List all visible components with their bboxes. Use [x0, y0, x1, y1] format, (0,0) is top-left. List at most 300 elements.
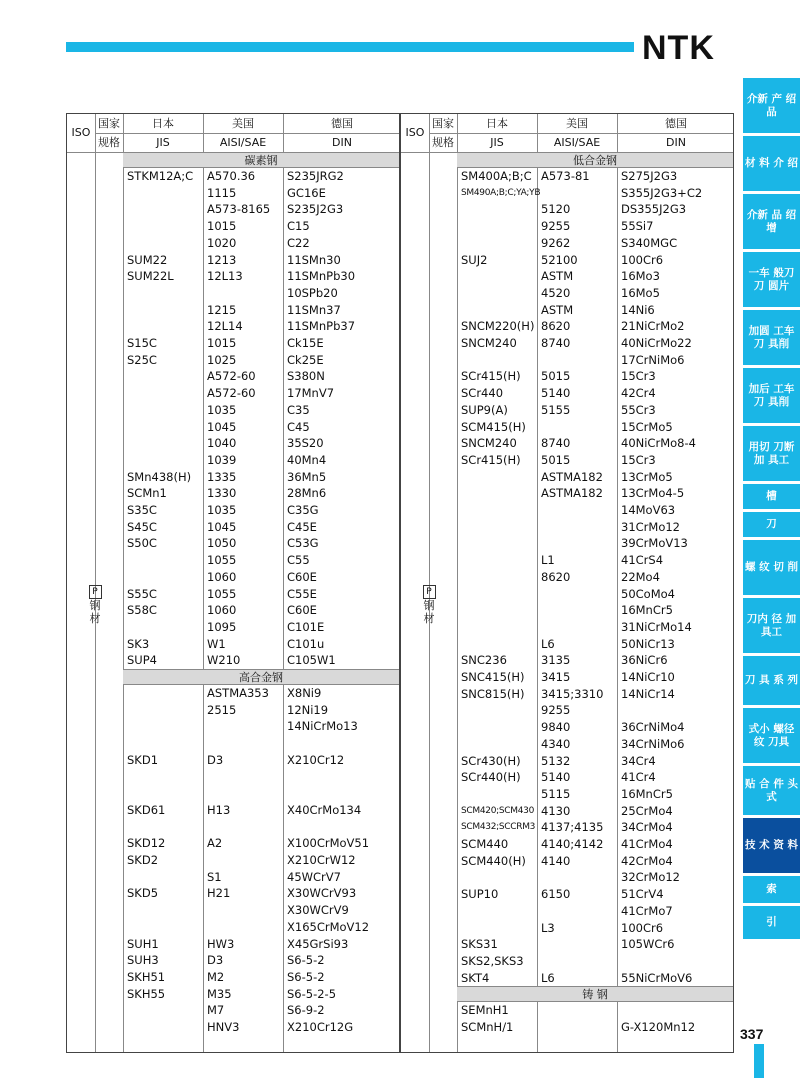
table-row — [401, 352, 733, 369]
aisi-value: M2 — [207, 969, 225, 984]
table-row — [401, 469, 733, 486]
jis-value: SKH55 — [127, 986, 166, 1001]
side-tab[interactable]: 用切 刀断 加 具工 — [743, 426, 800, 481]
table-row — [401, 836, 733, 853]
aisi-value: A572-60 — [207, 386, 256, 401]
aisi-value: A572-60 — [207, 369, 256, 384]
aisi-value: 4340 — [541, 736, 571, 751]
table-row — [401, 936, 733, 953]
aisi-value: 5120 — [541, 202, 571, 217]
table-row — [401, 702, 733, 719]
iso-label-text: 钢 — [89, 599, 101, 612]
jis-value: SKS31 — [461, 937, 498, 952]
table-row — [401, 569, 733, 586]
side-tab[interactable]: 刀内 径 加 具工 — [743, 598, 800, 653]
din-value: C53G — [287, 536, 319, 551]
aisi-value: ASTMA182 — [541, 469, 603, 484]
din-value: 42CrMo4 — [621, 853, 673, 868]
din-header: DIN — [666, 136, 686, 149]
table-row — [67, 252, 399, 269]
jis-value: SCr430(H) — [461, 753, 521, 768]
din-value: 13CrMo5 — [621, 469, 673, 484]
aisi-value: 1025 — [207, 352, 237, 367]
aisi-value: 1040 — [207, 436, 237, 451]
din-value: C45E — [287, 519, 317, 534]
table-row — [401, 903, 733, 920]
aisi-value: 4130 — [541, 803, 571, 818]
jis-value: SKD2 — [127, 853, 159, 867]
jis-value: SNCM240 — [461, 436, 517, 451]
din-value: 16Mo5 — [621, 285, 660, 300]
jis-value: SKD5 — [127, 886, 159, 901]
din-value: 39CrMoV13 — [621, 536, 688, 551]
side-tab[interactable]: 一车 般刀 刀 圆片 — [743, 252, 800, 307]
jis-value: SNC236 — [461, 653, 507, 668]
aisi-header: AISI/SAE — [553, 136, 601, 149]
jis-value: SEMnH1 — [461, 1003, 509, 1018]
side-tab[interactable]: 刀 具 系 列 — [743, 656, 800, 705]
din-value: X210CrW12 — [287, 853, 356, 867]
jis-value: SCM440 — [461, 837, 509, 851]
jis-value: S25C — [127, 352, 157, 367]
aisi-value: 1020 — [207, 235, 237, 250]
table-row — [67, 352, 399, 369]
din-value: C35 — [287, 402, 310, 417]
iso-p-symbol: P — [89, 585, 102, 599]
jis-value: SNCM220(H) — [461, 319, 535, 334]
table-row — [401, 586, 733, 603]
jis-value: SCr415(H) — [461, 369, 521, 384]
din-value: 55Cr3 — [621, 402, 656, 417]
table-row — [67, 636, 399, 653]
table-row — [401, 602, 733, 619]
din-value: S235JRG2 — [287, 169, 344, 183]
spec-header: 规格 — [98, 136, 120, 149]
usa-header: 美国 — [566, 117, 588, 130]
table-row — [67, 885, 399, 902]
aisi-value: 1015 — [207, 219, 237, 234]
aisi-value: 1039 — [207, 452, 237, 467]
table-row — [67, 902, 399, 919]
din-value: 45WCrV7 — [287, 869, 341, 884]
aisi-value: 2515 — [207, 702, 237, 717]
aisi-value: 1213 — [207, 252, 237, 267]
din-value: 11SMnPb37 — [287, 319, 356, 334]
din-value: 13CrMo4-5 — [621, 486, 685, 501]
din-value: 31CrMo12 — [621, 519, 680, 534]
din-value: X40CrMo134 — [287, 802, 362, 817]
din-value: 41CrMo4 — [621, 837, 673, 851]
din-value: X30WCrV9 — [287, 903, 349, 918]
aisi-value: 3415 — [541, 670, 571, 684]
din-value: 11SMn37 — [287, 302, 341, 317]
jis-value: SKS2,SKS3 — [461, 953, 524, 968]
side-tab[interactable]: 式小 螺径 纹 刀具 — [743, 708, 800, 763]
din-value: 55Si7 — [621, 219, 654, 234]
din-value: G-X120Mn12 — [621, 1020, 696, 1034]
jis-value: SUH1 — [127, 936, 159, 951]
aisi-value: ASTMA182 — [541, 486, 603, 501]
din-value: S380N — [287, 369, 325, 384]
aisi-value: 4140;4142 — [541, 837, 604, 851]
aisi-value: 8740 — [541, 336, 571, 350]
table-row — [67, 769, 399, 786]
aisi-value: 1060 — [207, 603, 237, 618]
side-tab[interactable]: 材 料 介 绍 — [743, 136, 800, 191]
table-row — [67, 602, 399, 619]
table-row — [67, 235, 399, 252]
side-tab[interactable]: 索 — [743, 876, 800, 903]
table-row — [67, 785, 399, 802]
section-title: 铸 钢 — [457, 986, 733, 1002]
aisi-value: 8620 — [541, 319, 571, 334]
jis-header: JIS — [490, 136, 504, 149]
table-row — [401, 736, 733, 753]
table-row — [67, 419, 399, 436]
aisi-value: ASTM — [541, 302, 574, 317]
table-row — [67, 619, 399, 636]
aisi-value: 5140 — [541, 386, 571, 401]
din-value: S6-5-2 — [287, 953, 325, 968]
aisi-value: 5140 — [541, 770, 571, 785]
table-row — [401, 168, 733, 185]
aisi-value: M7 — [207, 1003, 225, 1018]
jis-value: SCM415(H) — [461, 419, 526, 434]
table-row — [401, 753, 733, 770]
din-value: 16Mo3 — [621, 269, 660, 284]
din-value: 14MoV63 — [621, 503, 676, 517]
aisi-value: A573-8165 — [207, 202, 271, 217]
din-value: 100Cr6 — [621, 252, 664, 267]
din-value: 100Cr6 — [621, 920, 664, 935]
table-row — [67, 702, 399, 719]
aisi-value: L1 — [541, 553, 555, 568]
jis-value: SM490A;B;C;YA;YB — [461, 187, 541, 198]
side-tab[interactable]: 槽 — [743, 484, 800, 509]
din-value: X8Ni9 — [287, 686, 322, 700]
table-row — [67, 402, 399, 419]
jis-value: SUH3 — [127, 953, 159, 968]
jis-value: SCr415(H) — [461, 452, 521, 467]
jis-value: SK3 — [127, 636, 150, 651]
din-value: X100CrMoV51 — [287, 836, 370, 851]
aisi-value: 3135 — [541, 653, 571, 668]
aisi-value: 1015 — [207, 336, 237, 350]
table-row — [401, 669, 733, 686]
table-row — [67, 201, 399, 218]
jis-value: S55C — [127, 586, 157, 601]
din-value: C55 — [287, 553, 310, 568]
aisi-value: 4140 — [541, 853, 571, 868]
jis-value: SUP10 — [461, 887, 499, 902]
table-row — [67, 385, 399, 402]
spec-header: 规格 — [432, 136, 454, 149]
aisi-value: 1035 — [207, 402, 237, 417]
table-row — [67, 185, 399, 202]
aisi-value: A570.36 — [207, 169, 256, 183]
aisi-value: 5015 — [541, 452, 571, 467]
aisi-value: 1045 — [207, 419, 237, 434]
side-tab[interactable]: 加后 工车 刀 具削 — [743, 368, 800, 423]
jis-value: SKD1 — [127, 752, 159, 767]
jis-value: STKM12A;C — [127, 169, 194, 183]
jis-value: S15C — [127, 336, 157, 350]
table-row — [67, 452, 399, 469]
din-value: 21NiCrMo2 — [621, 319, 685, 334]
din-value: 42Cr4 — [621, 386, 656, 401]
din-value: GC16E — [287, 185, 326, 200]
table-row — [67, 852, 399, 869]
japan-header: 日本 — [152, 117, 174, 130]
din-value: C60E — [287, 603, 317, 618]
aisi-value: S1 — [207, 869, 222, 884]
aisi-value: L3 — [541, 920, 555, 935]
aisi-value: 6150 — [541, 887, 571, 902]
aisi-value: 1115 — [207, 185, 237, 200]
table-row — [401, 552, 733, 569]
iso-label-text: 材 — [423, 612, 435, 625]
din-value: 40Mn4 — [287, 452, 327, 467]
aisi-value: 5015 — [541, 369, 571, 384]
table-row — [401, 619, 733, 636]
iso-header: ISO — [405, 126, 425, 139]
din-value: C55E — [287, 586, 317, 601]
jis-value: SKT4 — [461, 970, 490, 985]
din-value: C101u — [287, 636, 325, 651]
table-row — [67, 368, 399, 385]
din-value: X30WCrV93 — [287, 886, 357, 901]
din-value: C45 — [287, 419, 310, 434]
table-row — [401, 786, 733, 803]
jis-value: SKD61 — [127, 802, 166, 817]
side-tab[interactable]: 加圆 工车 刀 具削 — [743, 310, 800, 365]
table-row — [67, 502, 399, 519]
side-tab[interactable]: 技 术 资 料 — [743, 818, 800, 873]
aisi-value: 9840 — [541, 720, 571, 735]
jis-header: JIS — [156, 136, 170, 149]
aisi-value: 5132 — [541, 753, 571, 768]
jis-value: SNC815(H) — [461, 686, 525, 701]
aisi-value: D3 — [207, 752, 224, 767]
din-value: 51CrV4 — [621, 887, 664, 902]
din-value: 31NiCrMo14 — [621, 619, 692, 634]
din-value: Ck15E — [287, 336, 324, 350]
table-row — [67, 752, 399, 769]
din-value: 41CrS4 — [621, 553, 664, 568]
aisi-value: 1330 — [207, 486, 237, 501]
iso-label-text: 材 — [89, 612, 101, 625]
table-row — [401, 402, 733, 419]
aisi-value: 9262 — [541, 235, 571, 250]
table-row — [401, 686, 733, 703]
din-value: 10SPb20 — [287, 285, 338, 300]
table-row — [67, 435, 399, 452]
table-row — [67, 1002, 399, 1019]
aisi-value: 5115 — [541, 786, 571, 801]
aisi-value: 5155 — [541, 402, 571, 417]
germany-header: 德国 — [665, 117, 687, 130]
aisi-value: 1335 — [207, 469, 237, 484]
side-tab[interactable]: 介新 品 绍增 — [743, 194, 800, 249]
aisi-value: 1035 — [207, 503, 237, 517]
table-row — [67, 919, 399, 936]
side-tab[interactable]: 介新 产 绍品 — [743, 78, 800, 133]
table-row — [67, 586, 399, 603]
din-value: 34CrMo4 — [621, 820, 673, 835]
side-tab[interactable]: 引 — [743, 906, 800, 939]
country-header: 国家 — [98, 117, 120, 130]
table-row — [401, 419, 733, 436]
table-row — [401, 268, 733, 285]
jis-value: SCM432;SCCRM3 — [461, 822, 536, 833]
table-row — [67, 718, 399, 735]
table-row — [401, 502, 733, 519]
table-row — [401, 235, 733, 252]
table-row — [401, 1019, 733, 1036]
din-value: 16MnCr5 — [621, 603, 673, 618]
din-value: 12Ni19 — [287, 702, 329, 717]
din-value: 15Cr3 — [621, 369, 656, 384]
jis-value: SKD12 — [127, 836, 166, 851]
aisi-value: 1060 — [207, 569, 237, 584]
steel-table-right — [400, 113, 734, 1053]
table-row — [401, 252, 733, 269]
aisi-value: L6 — [541, 970, 555, 985]
table-row — [401, 819, 733, 836]
table-row — [67, 986, 399, 1003]
jis-value: SUJ2 — [461, 252, 488, 267]
aisi-value: M35 — [207, 986, 232, 1001]
din-value: 41CrMo7 — [621, 903, 673, 918]
aisi-value: W1 — [207, 636, 226, 651]
aisi-value: 1215 — [207, 302, 237, 317]
din-value: C101E — [287, 619, 325, 634]
aisi-value: 1095 — [207, 619, 237, 634]
table-row — [67, 869, 399, 886]
din-value: 25CrMo4 — [621, 803, 673, 818]
jis-value: SCM440(H) — [461, 853, 526, 868]
din-value: C15 — [287, 219, 310, 234]
table-row — [67, 335, 399, 352]
din-value: S275J2G3 — [621, 169, 678, 183]
iso-p-symbol: P — [423, 585, 436, 599]
table-row — [67, 268, 399, 285]
din-value: 11SMn30 — [287, 252, 341, 267]
jis-value: S45C — [127, 519, 157, 534]
table-row — [401, 953, 733, 970]
table-row — [401, 535, 733, 552]
din-value: S340MGC — [621, 235, 678, 250]
side-tab[interactable]: 螺 纹 切 削 — [743, 540, 800, 595]
din-value: Ck25E — [287, 352, 324, 367]
table-row — [401, 970, 733, 987]
din-value: 41Cr4 — [621, 770, 656, 785]
din-value: C35G — [287, 503, 319, 517]
table-row — [67, 485, 399, 502]
germany-header: 德国 — [331, 117, 353, 130]
din-value: S6-5-2-5 — [287, 986, 337, 1001]
jis-value: SNC415(H) — [461, 670, 525, 684]
din-value: 14Ni6 — [621, 302, 655, 317]
din-header: DIN — [332, 136, 352, 149]
table-row — [67, 469, 399, 486]
din-value: 22Mo4 — [621, 569, 660, 584]
jis-value: SUP4 — [127, 653, 157, 668]
din-value: 14NiCr14 — [621, 686, 675, 701]
table-row — [401, 853, 733, 870]
table-row — [67, 535, 399, 552]
table-row — [401, 485, 733, 502]
table-row — [67, 969, 399, 986]
din-value: 40NiCrMo8-4 — [621, 436, 696, 451]
aisi-value: ASTMA353 — [207, 686, 269, 700]
country-header: 国家 — [432, 117, 454, 130]
din-value: 17CrNiMo6 — [621, 352, 685, 367]
aisi-value: 9255 — [541, 219, 571, 234]
aisi-value: 12L13 — [207, 269, 243, 284]
table-row — [401, 335, 733, 352]
din-value: 15Cr3 — [621, 452, 656, 467]
table-row — [67, 318, 399, 335]
jis-value: SUM22L — [127, 269, 174, 284]
aisi-value: 52100 — [541, 252, 578, 267]
aisi-value: 4137;4135 — [541, 820, 604, 835]
table-row — [401, 318, 733, 335]
aisi-value: HW3 — [207, 936, 235, 951]
table-row — [401, 435, 733, 452]
table-row — [401, 218, 733, 235]
table-row — [401, 920, 733, 937]
table-row — [67, 285, 399, 302]
din-value: 34Cr4 — [621, 753, 656, 768]
din-value: S355J2G3+C2 — [621, 185, 703, 200]
din-value: 16MnCr5 — [621, 786, 673, 801]
aisi-value: H21 — [207, 886, 231, 901]
table-row — [401, 803, 733, 820]
aisi-value: 8620 — [541, 569, 571, 584]
side-tab[interactable]: 贴 合 件 头式 — [743, 766, 800, 815]
din-value: 105WCr6 — [621, 937, 675, 952]
din-value: 15CrMo5 — [621, 419, 673, 434]
din-value: 14NiCr10 — [621, 670, 675, 684]
aisi-value: 4520 — [541, 285, 571, 300]
din-value: S6-5-2 — [287, 969, 325, 984]
usa-header: 美国 — [232, 117, 254, 130]
table-row — [401, 185, 733, 202]
aisi-value: A2 — [207, 836, 223, 851]
aisi-value: D3 — [207, 953, 224, 968]
table-row — [401, 1002, 733, 1019]
table-row — [67, 819, 399, 836]
table-row — [67, 936, 399, 953]
side-tab[interactable]: 刀 — [743, 512, 800, 537]
table-row — [401, 769, 733, 786]
page-number-bar — [754, 1044, 764, 1078]
din-value: S235J2G3 — [287, 202, 344, 217]
section-title: 高合金钢 — [123, 669, 399, 685]
din-value: 17MnV7 — [287, 386, 335, 401]
din-value: X210Cr12G — [287, 1020, 354, 1034]
jis-value: SUM22 — [127, 252, 168, 267]
section-title: 低合金钢 — [457, 152, 733, 168]
jis-value: SCM420;SCM430 — [461, 805, 535, 816]
table-row — [67, 218, 399, 235]
din-value: 36NiCr6 — [621, 653, 668, 668]
table-row — [67, 552, 399, 569]
din-value: 34CrNiMo6 — [621, 736, 685, 751]
din-value: 50NiCr13 — [621, 636, 675, 651]
iso-label-text: 钢 — [423, 599, 435, 612]
